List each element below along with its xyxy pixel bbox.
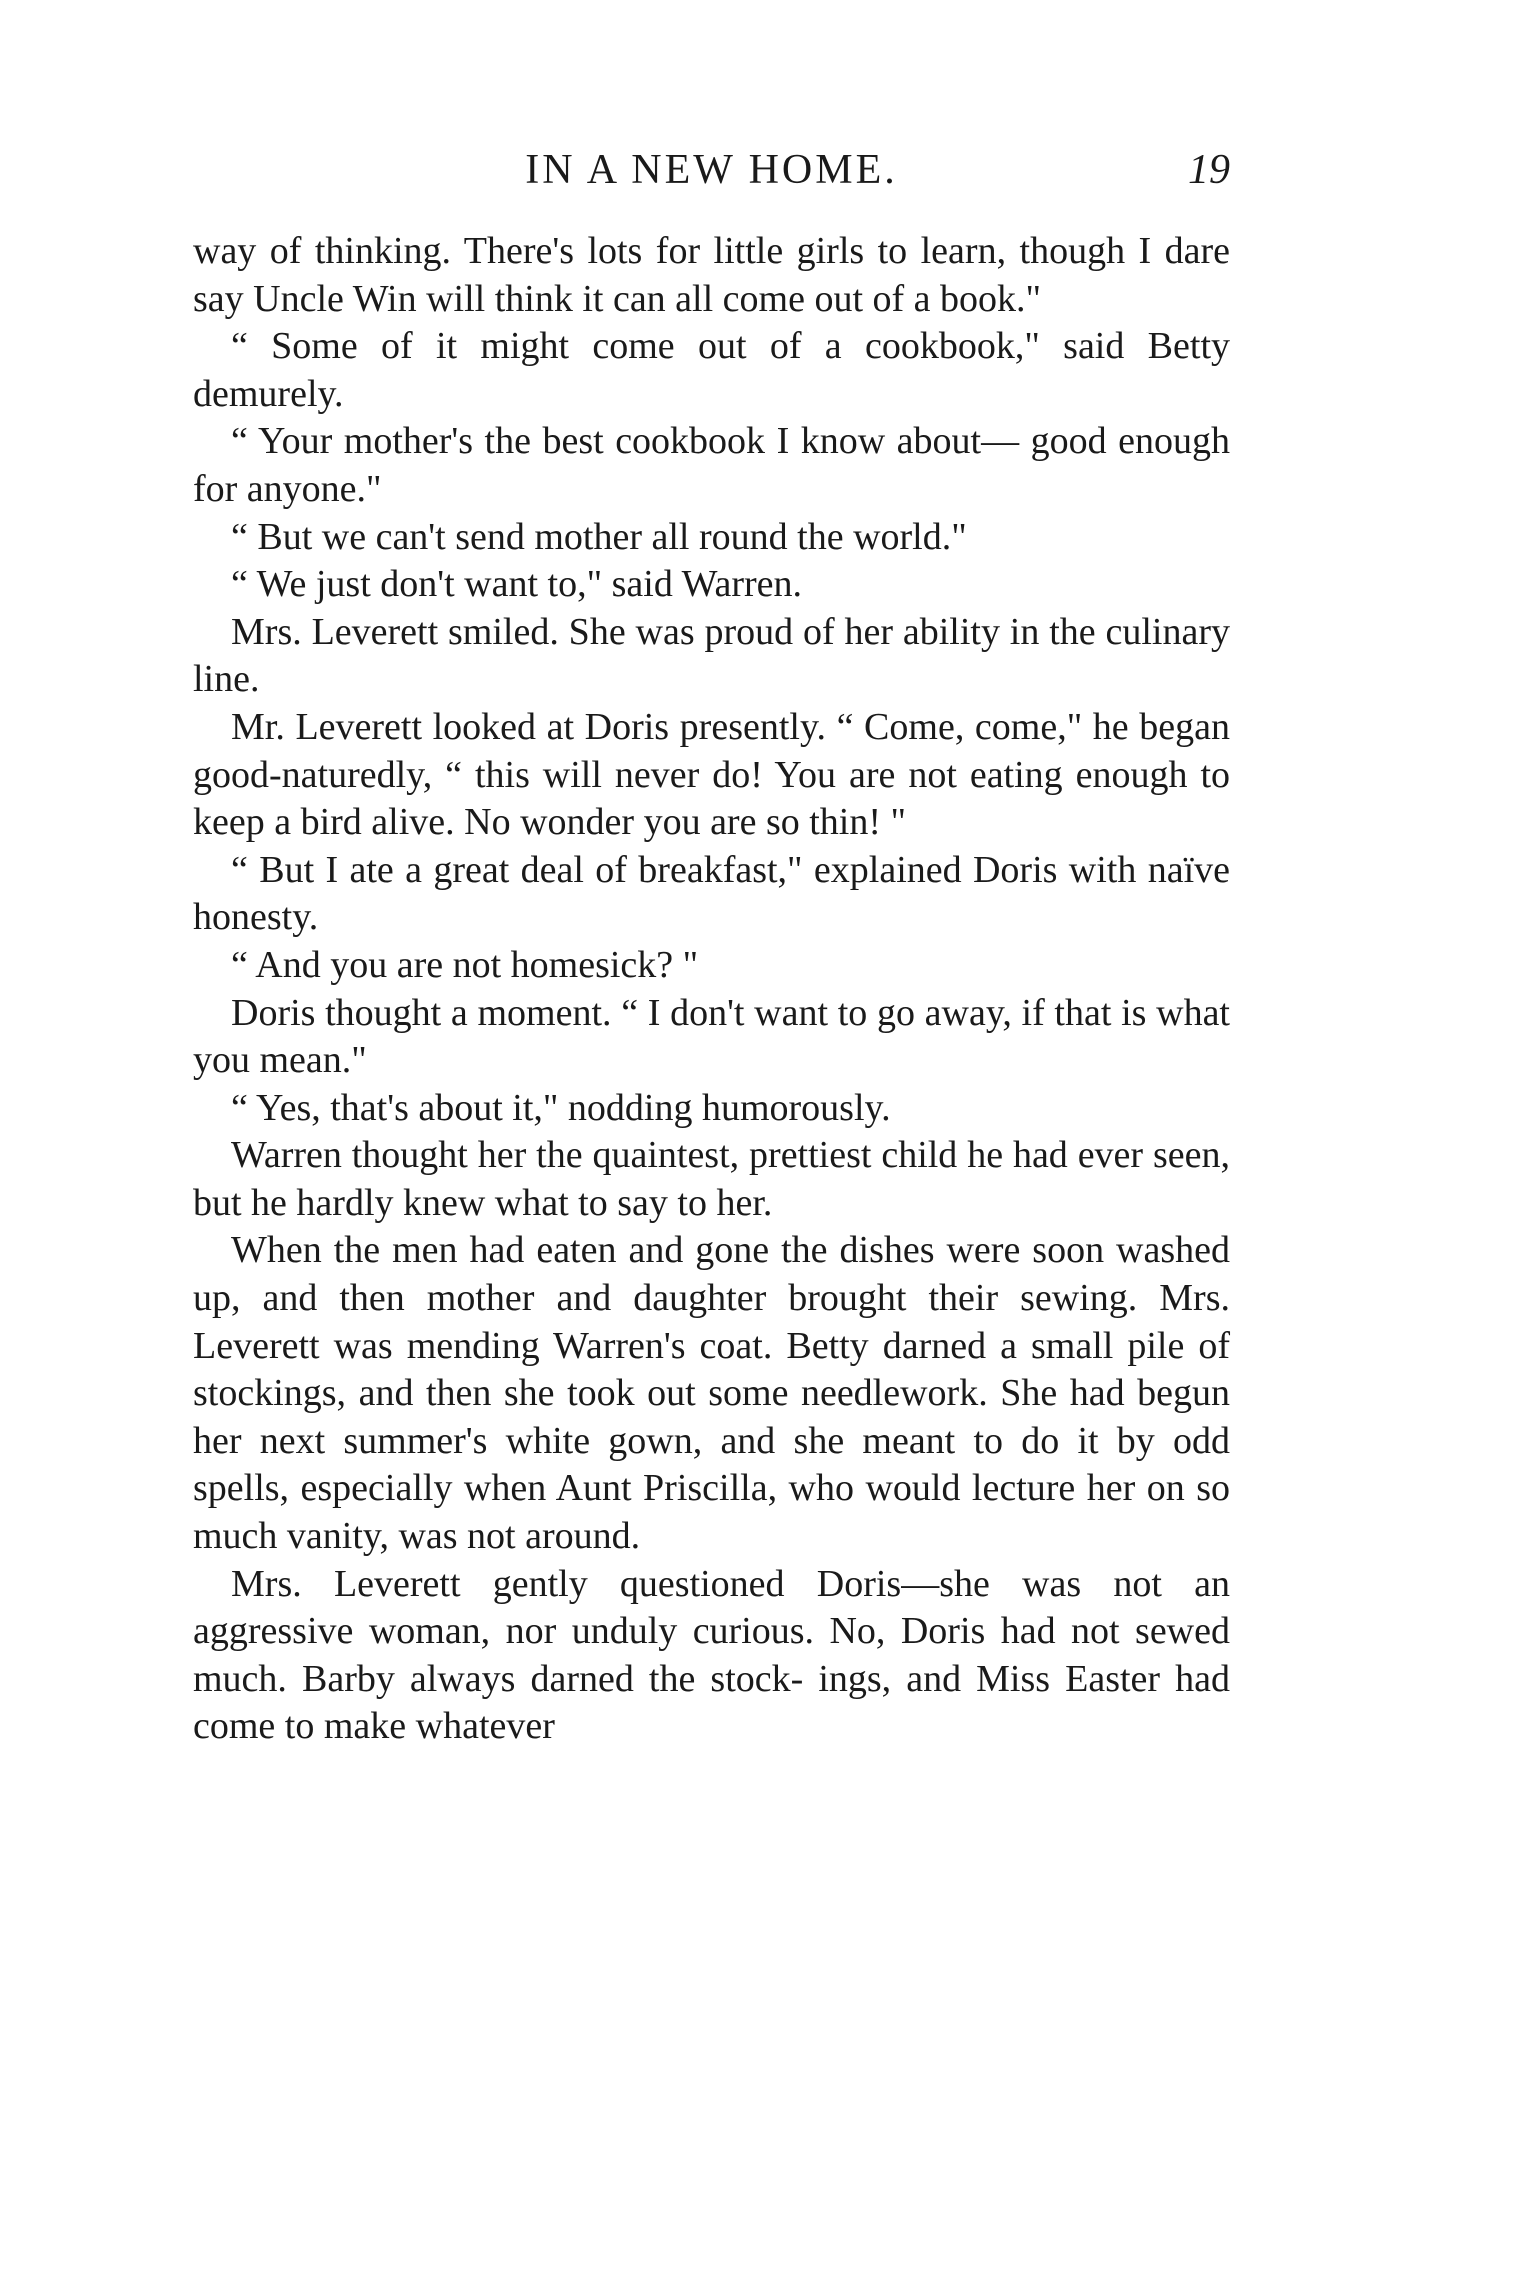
running-head <box>193 140 1230 200</box>
paragraph: way of thinking. There's lots for little girls to learn, though I dare say Uncle Win will think it can all come out of a book." <box>193 230 1230 320</box>
running-head-title: IN A NEW HOME. <box>525 147 898 193</box>
paragraph: Doris thought a moment. “ I don't want to go away, if that is what you mean." <box>193 991 1230 1082</box>
paragraph: “ And you are not homesick? " <box>231 943 699 986</box>
paragraph: Mrs. Leverett gently questioned Doris—she was not an aggressive woman, nor unduly curious. No, Doris had not sewed much. Barby always darned the stock- ings, and Miss Easter had come to make whatever <box>193 1562 1230 1748</box>
paragraph: “ But I ate a great deal of breakfast," explained Doris with naïve honesty. <box>193 848 1230 939</box>
body-text <box>193 228 1230 1751</box>
paragraph: Mrs. Leverett smiled. She was proud of her ability in the culinary line. <box>193 610 1230 701</box>
paragraph: “ But we can't send mother all round the world." <box>231 515 967 558</box>
paragraph: Mr. Leverett looked at Doris presently. “ Come, come," he began good-naturedly, “ this will never do! You are not eating enough to keep a bird alive. No wonder you are so thin! " <box>193 705 1230 844</box>
paragraph: When the men had eaten and gone the dishes were soon washed up, and then mother and daughter brought their sewing. Mrs. Leverett was mending Warren's coat. Betty darned a small pile of stockings, and then she took out some needlework. She had begun her next summer's white gown, and she meant to do it by odd spells, especially when Aunt Priscilla, who would lecture her on so much vanity, was not around. <box>193 1229 1230 1558</box>
page-number: 19 <box>1188 147 1230 193</box>
paragraph: Warren thought her the quaintest, prettiest child he had ever seen, but he hardly knew what to say to her. <box>193 1134 1230 1224</box>
paragraph: “ Some of it might come out of a cookbook," said Betty demurely. <box>193 325 1230 415</box>
paragraph: “ Yes, that's about it," nodding humorously. <box>231 1086 891 1129</box>
paragraph: “ We just don't want to," said Warren. <box>231 563 803 606</box>
paragraph: “ Your mother's the best cookbook I know about— good enough for anyone." <box>193 420 1230 510</box>
